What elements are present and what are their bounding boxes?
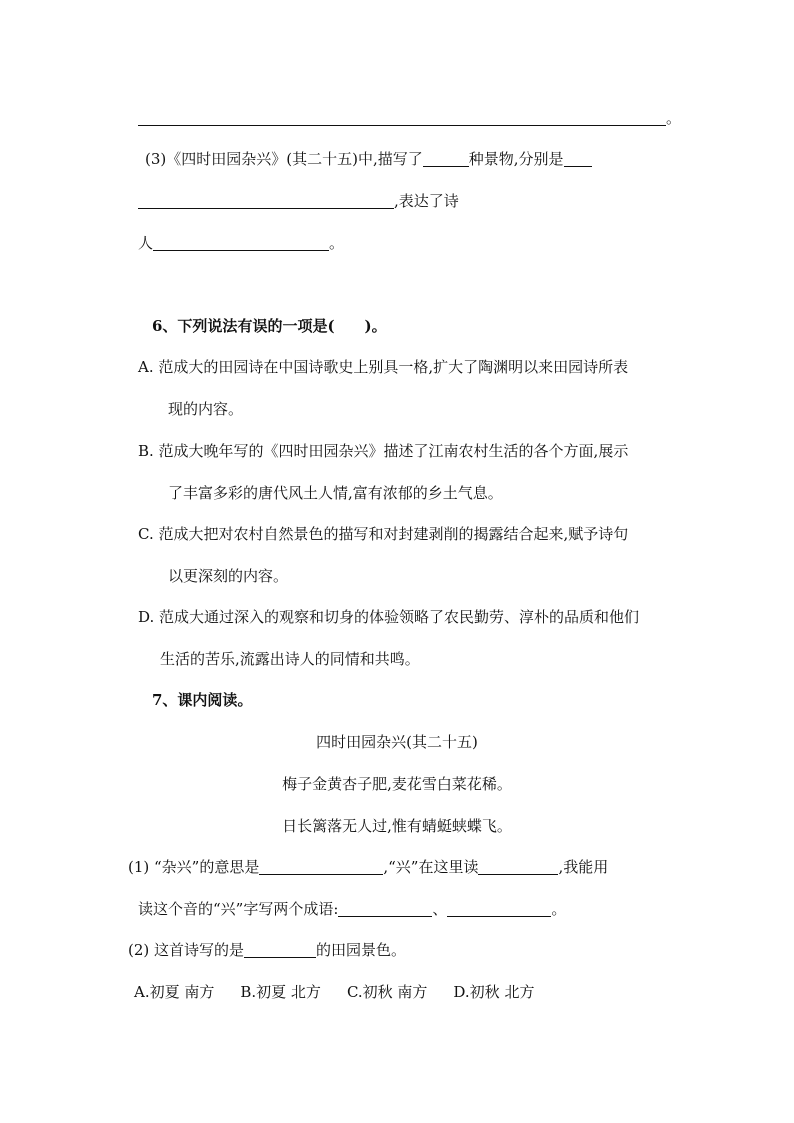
- scenery-type-blank[interactable]: [244, 941, 316, 958]
- q6-option-a-cont: 现的内容。: [168, 400, 244, 418]
- q5-sub3-text-b: 种景物,分别是: [468, 150, 564, 168]
- q5-sub3-text-d: 人: [138, 234, 154, 252]
- q6-option-d[interactable]: D. 范成大通过深入的观察和切身的体验领略了农民勤劳、淳朴的品质和他们: [138, 608, 640, 626]
- feeling-blank[interactable]: [153, 234, 329, 251]
- idiom-blank-2[interactable]: [447, 900, 551, 917]
- q5-sub3-line1: [145, 149, 592, 169]
- q6-title: 6、下列说法有误的一项是( )。: [152, 317, 387, 335]
- meaning-blank[interactable]: [259, 858, 383, 875]
- q6-option-c-cont: 以更深刻的内容。: [168, 567, 289, 585]
- poem-line-1: 梅子金黄杏子肥,麦花雪白菜花稀。: [282, 775, 512, 793]
- choice-a[interactable]: A.初夏 南方: [134, 983, 215, 1001]
- separator: 、: [432, 900, 448, 918]
- idiom-blank-1[interactable]: [338, 900, 432, 917]
- q7-sub2-choices: [134, 982, 560, 1002]
- q6-option-a[interactable]: A. 范成大的田园诗在中国诗歌史上别具一格,扩大了陶渊明以来田园诗所表: [138, 358, 629, 376]
- poem-title: 四时田园杂兴(其二十五): [316, 733, 478, 751]
- q7-sub1-text: (1) “杂兴”的意思是: [128, 858, 260, 876]
- q6-option-d-cont: 生活的苦乐,流露出诗人的同情和共鸣。: [160, 650, 420, 668]
- choice-b[interactable]: B.初夏 北方: [240, 983, 321, 1001]
- pronunciation-blank[interactable]: [478, 858, 558, 875]
- q7-sub1-line1: [128, 857, 608, 877]
- scenery-blank-start[interactable]: [564, 150, 592, 167]
- q7-sub1-line2: [138, 899, 566, 919]
- q5-sub3-line3: [138, 233, 344, 253]
- q5-sub3-line2: [138, 191, 459, 211]
- q6-option-b-cont: 了丰富多彩的唐代风土人情,富有浓郁的乡土气息。: [168, 484, 503, 502]
- q6-option-c[interactable]: C. 范成大把对农村自然景色的描写和对封建剥削的揭露结合起来,赋予诗句: [138, 525, 629, 543]
- q7-sub2-text: (2) 这首诗写的是: [128, 941, 245, 959]
- choice-d[interactable]: D.初秋 北方: [453, 983, 535, 1001]
- poem-line-2: 日长篱落无人过,惟有蜻蜓蛱蝶飞。: [282, 817, 512, 835]
- q5-sub3-text-c: ,表达了诗: [394, 192, 459, 210]
- end-mark: 。: [329, 234, 345, 252]
- end-mark: 。: [551, 900, 567, 918]
- q5-answer-line: [138, 108, 681, 128]
- q7-sub2-text-b: 的田园景色。: [316, 941, 407, 959]
- choice-c[interactable]: C.初秋 南方: [346, 983, 428, 1001]
- q7-sub2-line: [128, 940, 406, 960]
- q7-title: 7、课内阅读。: [152, 691, 253, 709]
- answer-blank[interactable]: [138, 109, 666, 126]
- q5-sub3-text: (3)《四时田园杂兴》(其二十五)中,描写了: [145, 150, 423, 168]
- scenery-blank[interactable]: [138, 192, 394, 209]
- q7-sub1-text-d: 读这个音的“兴”字写两个成语:: [138, 900, 339, 918]
- end-mark: 。: [666, 109, 682, 127]
- count-blank[interactable]: [423, 150, 469, 167]
- q7-sub1-text-b: ,“兴”在这里读: [383, 858, 479, 876]
- q7-sub1-text-c: ,我能用: [558, 858, 609, 876]
- q6-option-b[interactable]: B. 范成大晚年写的《四时田园杂兴》描述了江南农村生活的各个方面,展示: [138, 442, 629, 460]
